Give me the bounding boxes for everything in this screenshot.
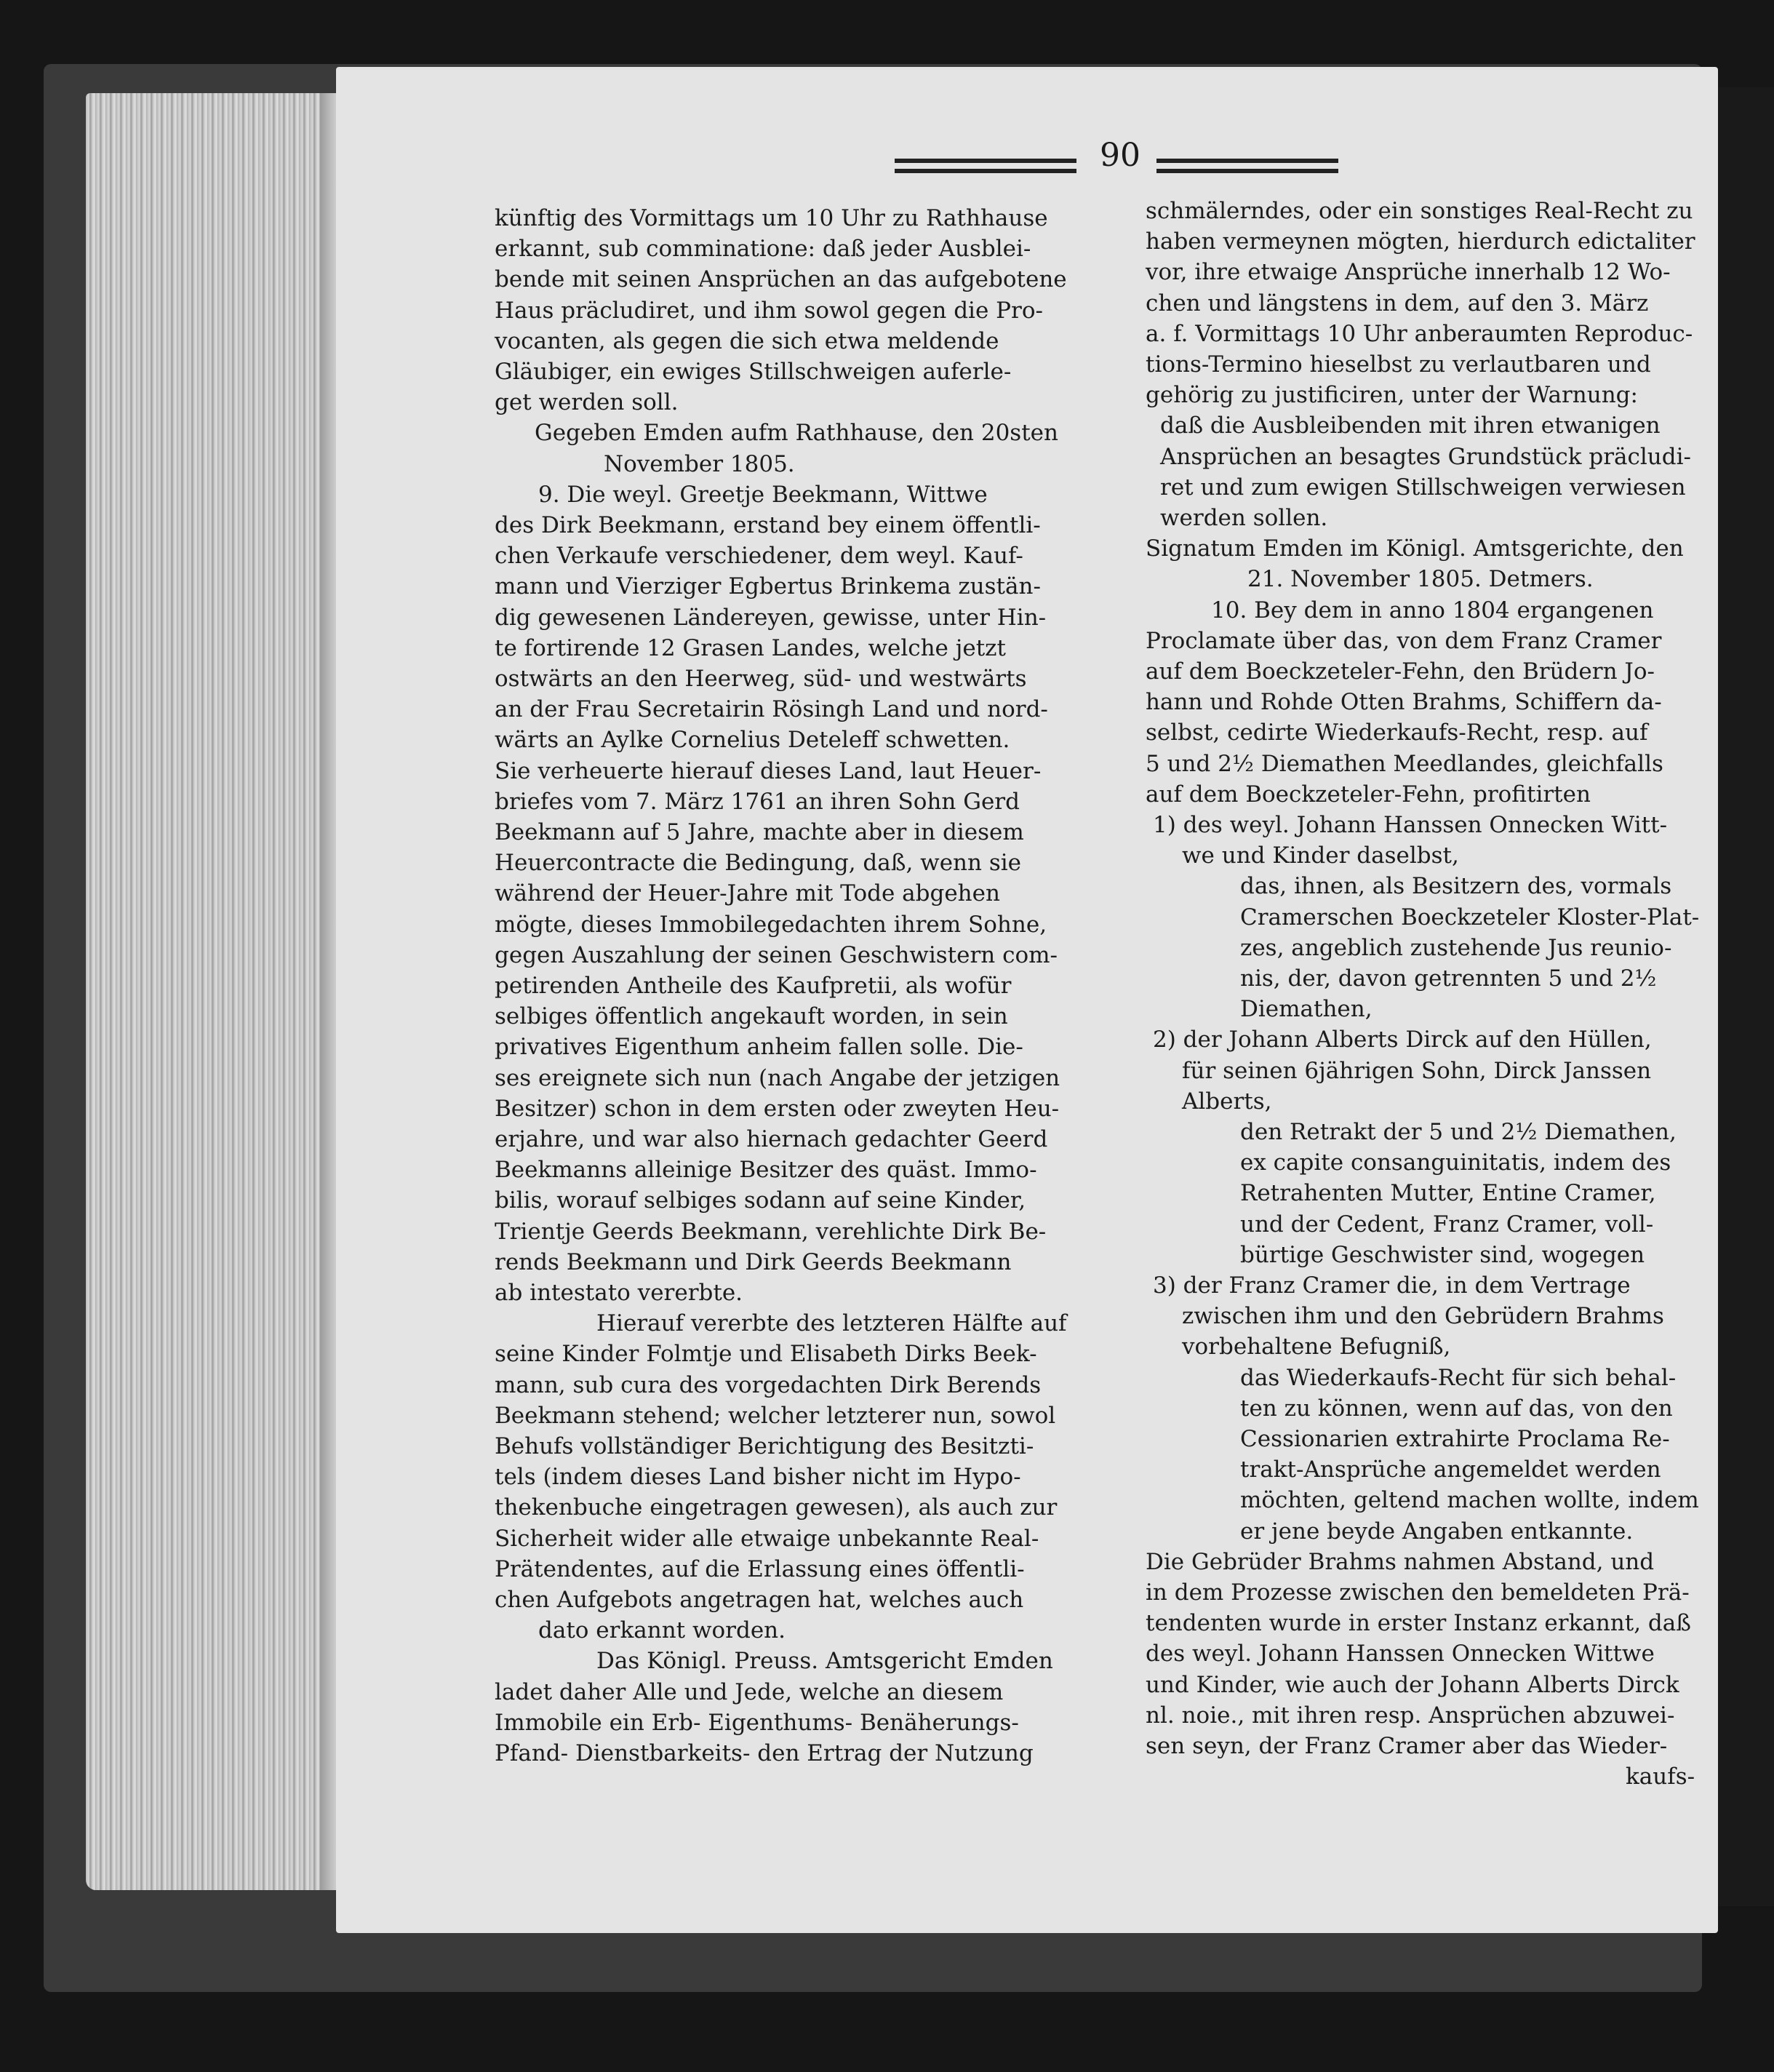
text-line: selbiges öffentlich angekauft worden, in sein: [495, 1003, 1008, 1030]
text-line: gegen Auszahlung der seinen Geschwistern com-: [495, 941, 1058, 968]
text-line: bende mit seinen Ansprüchen an das aufgebotene: [495, 266, 1067, 293]
text-line: den Retrakt der 5 und 2½ Diemathen,: [1240, 1119, 1677, 1145]
page-edges: [86, 93, 326, 1890]
text-line: Gläubiger, ein ewiges Stillschweigen auferle-: [495, 359, 1012, 385]
text-line: möchten, geltend machen wollte, indem: [1240, 1487, 1699, 1514]
text-line: Immobile ein Erb- Eigenthums- Benäherungs-: [495, 1709, 1019, 1736]
text-line: Cessionarien extrahirte Proclama Re-: [1240, 1426, 1670, 1452]
text-line: seine Kinder Folmtje und Elisabeth Dirks Beek-: [495, 1341, 1037, 1368]
text-line: gehörig zu justificiren, unter der Warnung:: [1146, 382, 1638, 409]
text-line: künftig des Vormittags um 10 Uhr zu Rathhause: [495, 205, 1048, 231]
text-line: dato erkannt worden.: [538, 1617, 786, 1644]
text-line: selbst, cedirte Wiederkaufs-Recht, resp. auf: [1146, 720, 1648, 746]
text-line: 1) des weyl. Johann Hanssen Onnecken Witt-: [1153, 812, 1668, 838]
text-line: erjahre, und war also hiernach gedachter Geerd: [495, 1126, 1048, 1152]
text-line: 5 und 2½ Diemathen Meedlandes, gleichfalls: [1146, 750, 1663, 777]
text-line: tendenten wurde in erster Instanz erkannt, daß: [1146, 1610, 1691, 1637]
text-line: schmälerndes, oder ein sonstiges Real-Recht zu: [1146, 198, 1693, 224]
text-line: November 1805.: [604, 450, 795, 477]
text-line: mann und Vierziger Egbertus Brinkema zustän-: [495, 573, 1041, 600]
text-line: das, ihnen, als Besitzern des, vormals: [1240, 873, 1672, 900]
text-line: tels (indem dieses Land bisher nicht im Hypo-: [495, 1464, 1021, 1491]
right-edge-shadow: [1718, 87, 1774, 1906]
text-line: hann und Rohde Otten Brahms, Schiffern da-: [1146, 689, 1662, 716]
text-line: ex capite consanguinitatis, indem des: [1240, 1149, 1671, 1176]
text-line: Trientje Geerds Beekmann, verehlichte Dirk Be-: [495, 1218, 1047, 1245]
text-line: ten zu können, wenn auf das, von den: [1240, 1395, 1673, 1422]
text-line: Prätendentes, auf die Erlassung eines öffentli-: [495, 1555, 1025, 1582]
text-line: auf dem Boeckzeteler-Fehn, den Brüdern Jo-: [1146, 658, 1655, 685]
text-line: vocanten, als gegen die sich etwa meldende: [495, 327, 999, 354]
text-line: werden sollen.: [1160, 505, 1328, 531]
text-line: auf dem Boeckzeteler-Fehn, profitirten: [1146, 781, 1591, 808]
text-line: nl. noie., mit ihren resp. Ansprüchen abzuwei-: [1146, 1702, 1675, 1729]
text-line: wärts an Aylke Cornelius Deteleff schwetten.: [495, 727, 1010, 754]
text-line: sen seyn, der Franz Cramer aber das Wieder-: [1146, 1733, 1668, 1759]
text-line: tions-Termino hieselbst zu verlautbaren und: [1146, 351, 1651, 378]
text-line: briefes vom 7. März 1761 an ihren Sohn Gerd: [495, 788, 1020, 815]
text-line: Beekmanns alleinige Besitzer des quäst. Immo-: [495, 1157, 1037, 1184]
text-line: Diemathen,: [1240, 996, 1373, 1023]
text-column-right: [1146, 198, 1720, 1798]
text-line: 21. November 1805. Detmers.: [1247, 566, 1594, 593]
text-line: Heuercontracte die Bedingung, daß, wenn sie: [495, 850, 1021, 877]
text-line: Das Königl. Preuss. Amtsgericht Emden: [596, 1648, 1053, 1675]
text-line: Beekmann auf 5 Jahre, machte aber in diesem: [495, 819, 1024, 845]
text-line: 9. Die weyl. Greetje Beekmann, Wittwe: [538, 481, 988, 508]
text-line: Sicherheit wider alle etwaige unbekannte Real-: [495, 1525, 1039, 1552]
text-line: und der Cedent, Franz Cramer, voll-: [1240, 1211, 1654, 1238]
text-line: bürtige Geschwister sind, wogegen: [1240, 1241, 1645, 1268]
text-line: Behufs vollständiger Berichtigung des Besitzti-: [495, 1433, 1034, 1459]
text-line: we und Kinder daselbst,: [1182, 842, 1459, 869]
text-line: ret und zum ewigen Stillschweigen verwiesen: [1160, 474, 1686, 501]
text-line: Sie verheuerte hierauf dieses Land, laut Heuer-: [495, 757, 1042, 784]
text-line: Ansprüchen an besagtes Grundstück präcludi-: [1160, 443, 1691, 470]
running-header: [895, 137, 1338, 195]
text-line: chen und längstens in dem, auf den 3. März: [1146, 290, 1649, 316]
text-line: und Kinder, wie auch der Johann Alberts Dirck: [1146, 1671, 1679, 1698]
header-rule-right-top: [1156, 159, 1338, 163]
text-line: kaufs-: [1626, 1764, 1695, 1790]
text-line: 3) der Franz Cramer die, in dem Vertrage: [1153, 1272, 1631, 1299]
text-line: während der Heuer-Jahre mit Tode abgehen: [495, 880, 1000, 907]
text-line: privatives Eigenthum anheim fallen solle. Die-: [495, 1034, 1023, 1061]
text-line: Cramerschen Boeckzeteler Kloster-Plat-: [1240, 904, 1700, 931]
text-line: haben vermeynen mögten, hierdurch edictaliter: [1146, 228, 1695, 255]
text-line: petirenden Antheile des Kaufpretii, als wofür: [495, 973, 1012, 999]
text-line: Proclamate über das, von dem Franz Cramer: [1146, 627, 1662, 654]
text-line: te fortirende 12 Grasen Landes, welche jetzt: [495, 634, 1006, 661]
header-rule-left-top: [895, 159, 1076, 163]
text-line: ses ereignete sich nun (nach Angabe der jetzigen: [495, 1064, 1060, 1091]
text-line: Pfand- Dienstbarkeits- den Ertrag der Nutzung: [495, 1740, 1034, 1766]
text-line: mann, sub cura des vorgedachten Dirk Berends: [495, 1371, 1042, 1398]
text-line: dig gewesenen Ländereyen, gewisse, unter Hin-: [495, 604, 1047, 631]
text-line: vorbehaltene Befugniß,: [1182, 1334, 1451, 1360]
text-line: mögte, dieses Immobilegedachten ihrem Sohne,: [495, 911, 1047, 938]
text-line: ostwärts an den Heerweg, süd- und westwärts: [495, 666, 1027, 692]
text-line: ab intestato vererbte.: [495, 1280, 743, 1306]
text-line: thekenbuche eingetragen gewesen), als auch zur: [495, 1494, 1058, 1521]
header-rule-left-bottom: [895, 169, 1076, 173]
text-line: trakt-Ansprüche angemeldet werden: [1240, 1457, 1661, 1483]
text-line: Retrahenten Mutter, Entine Cramer,: [1240, 1180, 1656, 1207]
text-line: zwischen ihm und den Gebrüdern Brahms: [1182, 1303, 1664, 1330]
text-line: Die Gebrüder Brahms nahmen Abstand, und: [1146, 1548, 1655, 1575]
text-line: Signatum Emden im Königl. Amtsgerichte, den: [1146, 535, 1684, 562]
text-line: Hierauf vererbte des letzteren Hälfte auf: [596, 1310, 1067, 1337]
text-line: 2) der Johann Alberts Dirck auf den Hüllen,: [1153, 1027, 1652, 1053]
text-line: 10. Bey dem in anno 1804 ergangenen: [1211, 597, 1654, 623]
header-rule-right-bottom: [1156, 169, 1338, 173]
text-column-left: [495, 205, 1135, 1777]
text-line: zes, angeblich zustehende Jus reunio-: [1240, 934, 1672, 961]
text-line: an der Frau Secretairin Rösingh Land und nord-: [495, 696, 1048, 723]
text-line: get werden soll.: [495, 389, 679, 416]
text-line: er jene beyde Angaben entkannte.: [1240, 1518, 1634, 1545]
text-line: rends Beekmann und Dirk Geerds Beekmann: [495, 1248, 1012, 1275]
text-line: Besitzer) schon in dem ersten oder zweyten Heu-: [495, 1095, 1060, 1122]
text-line: chen Aufgebots angetragen hat, welches auch: [495, 1587, 1024, 1613]
text-line: nis, der, davon getrennten 5 und 2½: [1240, 965, 1657, 992]
text-line: in dem Prozesse zwischen den bemeldeten Prä-: [1146, 1579, 1690, 1606]
text-line: erkannt, sub comminatione: daß jeder Ausblei-: [495, 236, 1031, 263]
text-line: bilis, worauf selbiges sodann auf seine Kinder,: [495, 1187, 1026, 1214]
text-line: daß die Ausbleibenden mit ihren etwanigen: [1160, 413, 1661, 439]
text-line: Haus präcludiret, und ihm sowol gegen die Pro-: [495, 297, 1043, 324]
text-line: Alberts,: [1182, 1088, 1272, 1115]
text-line: des weyl. Johann Hanssen Onnecken Wittwe: [1146, 1641, 1655, 1667]
text-line: vor, ihre etwaige Ansprüche innerhalb 12 Wo-: [1146, 259, 1671, 286]
text-line: chen Verkaufe verschiedener, dem weyl. Kauf-: [495, 543, 1023, 570]
text-line: Gegeben Emden aufm Rathhause, den 20sten: [535, 420, 1058, 447]
text-line: a. f. Vormittags 10 Uhr anberaumten Reproduc-: [1146, 320, 1693, 347]
text-line: des Dirk Beekmann, erstand bey einem öffentli-: [495, 512, 1041, 538]
text-line: Beekmann stehend; welcher letzterer nun, sowol: [495, 1402, 1056, 1429]
text-line: das Wiederkaufs-Recht für sich behal-: [1240, 1364, 1677, 1391]
text-line: für seinen 6jährigen Sohn, Dirck Janssen: [1182, 1057, 1652, 1084]
page-number: 90: [1100, 137, 1140, 174]
text-line: ladet daher Alle und Jede, welche an diesem: [495, 1678, 1004, 1705]
